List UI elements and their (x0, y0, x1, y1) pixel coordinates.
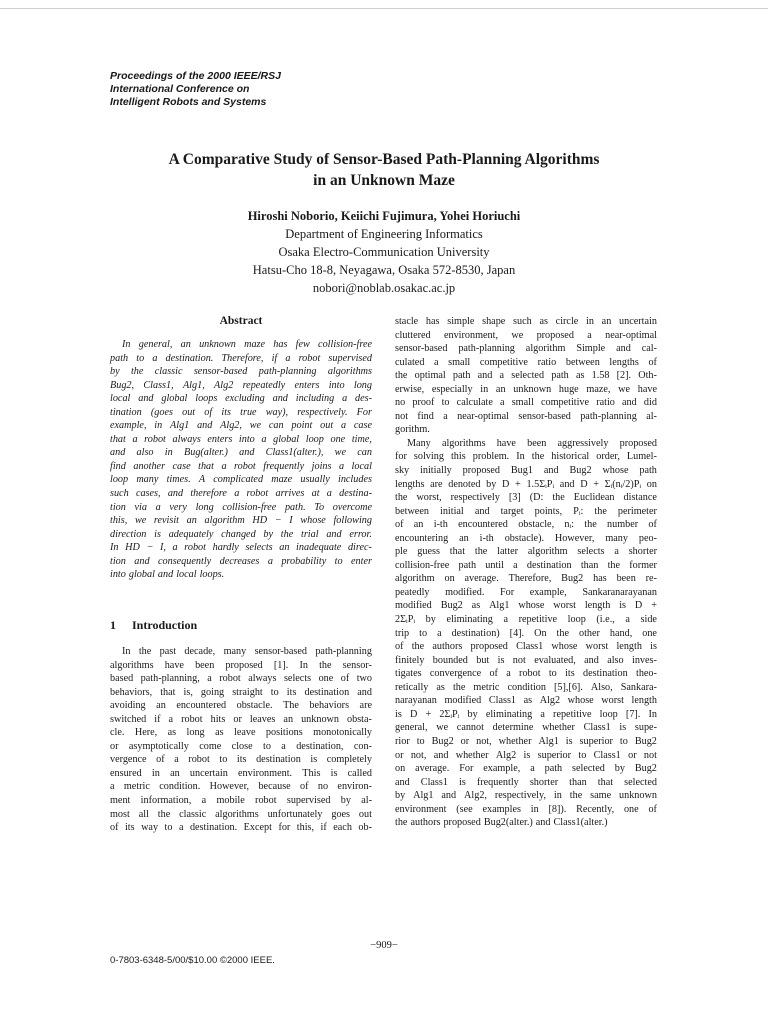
text-line: gorithm. (395, 424, 430, 436)
text-line: cluttered environment, we proposed a near-optimal (395, 329, 657, 341)
text-line: path to a destination. Therefore, if a robot supervised (110, 352, 372, 364)
text-line: ensured in an uncertain environment. This is called (110, 767, 372, 779)
proceedings-header (110, 70, 281, 109)
section-title: Introduction (132, 618, 198, 632)
text-line: Bug2, Class1, Alg1, Alg2 repeatedly enters into long (110, 379, 372, 391)
text-line: tination (goes out of its true way), respectively. For (110, 406, 372, 418)
copyright-notice: 0-7803-6348-5/00/$10.00 ©2000 IEEE. (110, 955, 275, 966)
text-line: or not, and whether Alg2 is superior to Class1 or not (395, 749, 657, 761)
text-line: behaviors, that is, going straight to its destination and (110, 686, 372, 698)
text-line: narayanan modified Class1 as Alg2 whose worst length (395, 695, 657, 707)
text-line: rior to Bug2 or not, whether Alg1 is superior to Bug2 (395, 735, 657, 747)
text-line: loop many times. A complicated maze usually includes (110, 474, 372, 486)
text-line: by Alg1 and Alg2, respectively, in the same unknown (395, 790, 657, 802)
text-line: switched if a robot hits or leaves an unknown obsta- (110, 713, 372, 725)
text-line: collision-free path until a destination than the former (395, 559, 657, 571)
right-column-body (395, 315, 657, 830)
text-line: of the authors proposed Class1 whose worst length is (395, 641, 657, 653)
text-line: by the classic sensor-based path-planning algorithms (110, 366, 372, 378)
text-line: ment information, a mobile robot supervised by al- (110, 795, 372, 807)
text-line: and Class1 is frequently shorter than that selected (395, 776, 657, 788)
text-line: and also in Bug(alter.) and Class1(alter.), we can (110, 447, 372, 459)
text-line: vergence of a robot to its destination is completely (110, 754, 372, 766)
text-line: into global and local loops. (110, 569, 225, 581)
text-line: tion and consequently decreases a probability to enter (110, 555, 372, 567)
text-line: peatedly modified. For example, Sankaranarayanan (395, 586, 657, 598)
top-rule (0, 8, 768, 9)
paper-title (0, 149, 768, 191)
introduction-body (110, 645, 372, 835)
text-line: retically as the metric condition [5],[6]. Also, Sankara- (395, 681, 657, 693)
text-line: In general, an unknown maze has few collision-free (122, 339, 372, 350)
text-line: the worst, respectively [3] (D: the Euclidean distance (395, 492, 657, 504)
text-line: encountering an i-th obstacle). However, many peo- (395, 532, 657, 544)
text-line: tigates convergence of a robot to its destination theo- (395, 668, 657, 680)
title-line-2: in an Unknown Maze (313, 172, 455, 189)
text-line: of its way to a destination. Except for this, if each ob- (110, 822, 372, 834)
text-line: most all the classic algorithms unfortunately goes out (110, 808, 372, 820)
text-line: no proof to calculate a small competitive ratio and did (395, 397, 657, 409)
title-line-1: A Comparative Study of Sensor-Based Path-Planning Algorithms (168, 151, 600, 168)
text-line: for solving this problem. In the historical order, Lumel- (395, 451, 657, 463)
text-line: general, we cannot determine whether Class1 is supe- (395, 722, 657, 734)
author-names: Hiroshi Noborio, Keiichi Fujimura, Yohei Horiuchi (247, 209, 521, 223)
text-line: that a robot always enters into a global loop one time, (110, 433, 372, 445)
abstract-body (110, 338, 372, 582)
author-block (0, 207, 768, 297)
author-address: Hatsu-Cho 18-8, Neyagawa, Osaka 572-8530, Japan (252, 263, 516, 277)
author-university: Osaka Electro-Communication University (278, 245, 490, 259)
text-line: example, in Alg1 and Alg2, we can point out a case (110, 420, 372, 432)
abstract-heading: Abstract (219, 315, 263, 327)
text-line: finitely bounded but is not evaluated, and also inves- (395, 654, 657, 666)
text-line: environment (see examples in [8]). Recently, one of (395, 803, 657, 815)
text-line: between initial and target points, Pᵢ: the perimeter (395, 505, 657, 517)
text-line: local and global loops excluding and including a des- (110, 393, 372, 405)
text-line: ple guess that the latter algorithm selects a shorter (395, 546, 657, 558)
text-line: trip to a destination) [4]. On the other hand, one (395, 627, 657, 639)
text-line: sensor-based path-planning algorithm Simple and cal- (395, 343, 657, 355)
section-heading-introduction (110, 618, 197, 633)
text-line: is D + 2ΣᵢPᵢ by eliminating a repetitive loop [7]. In (395, 708, 657, 720)
text-line: In the past decade, many sensor-based path-planning (122, 646, 372, 657)
text-line: cle. Here, as long as leave positions monotonically (110, 727, 372, 739)
text-line: not find a near-optimal sensor-based path-planning al- (395, 410, 657, 422)
text-line: on average. For example, a path selected by Bug2 (395, 763, 657, 775)
text-line: the optimal path and a selected path as 1.58 [2]. Oth- (395, 370, 657, 382)
text-line: tion via a very long collision-free path. To overcome (110, 501, 372, 513)
text-line: modified Bug2 as Alg1 whose worst length is D + (395, 600, 657, 612)
text-line: lengths are denoted by D + 1.5ΣᵢPᵢ and D + Σᵢ(nᵢ/2)Pᵢ on (395, 478, 657, 490)
text-line: the authors proposed Bug2(alter.) and Class1(alter.) (395, 817, 608, 829)
text-line: culated a small competitive ratio between lengths of (395, 356, 657, 368)
text-line: stacle has simple shape such as circle in an uncertain (395, 316, 657, 327)
text-line: algorithms have been proposed [1]. In the sensor- (110, 659, 372, 671)
text-line: 2ΣᵢPᵢ by eliminating a repetitive loop (i.e., a side (395, 614, 657, 626)
page-number: −909− (370, 940, 398, 951)
text-line: erwise, especially in an unknown huge maze, we have (395, 383, 657, 395)
text-line: avoiding an encountered obstacle. The behaviors are (110, 700, 372, 712)
text-line: based path-planning, a robot always selects one of two (110, 673, 372, 685)
text-line: algorithm on average. Therefore, Bug2 has been re- (395, 573, 657, 585)
text-line: direction is adequately changed by the trial and error. (110, 528, 372, 540)
text-line: of an i-th encountered obstacle, nᵢ: the number of (395, 519, 657, 531)
author-email: nobori@noblab.osakac.ac.jp (312, 281, 456, 295)
section-number: 1 (110, 618, 116, 632)
text-line: sky initially proposed Bug1 and Bug2 whose path (395, 465, 657, 477)
proceedings-line: International Conference on (110, 83, 250, 95)
text-line: In HD − I, a robot hardly selects an inadequate direc- (110, 542, 372, 554)
text-line: a metric condition. However, because of no environ- (110, 781, 372, 793)
text-line: or asymptotically come close to a destination, con- (110, 740, 372, 752)
text-line: such cases, and therefore a robot arrives at a destina- (110, 488, 372, 500)
proceedings-line: Intelligent Robots and Systems (110, 96, 267, 108)
proceedings-line: Proceedings of the 2000 IEEE/RSJ (110, 70, 281, 82)
text-line: find another case that a robot frequently joins a local (110, 460, 372, 472)
text-line: Many algorithms have been aggressively proposed (407, 437, 657, 449)
author-department: Department of Engineering Informatics (285, 227, 483, 241)
text-line: this, we revisit an algorithm HD − I whose following (110, 515, 372, 527)
